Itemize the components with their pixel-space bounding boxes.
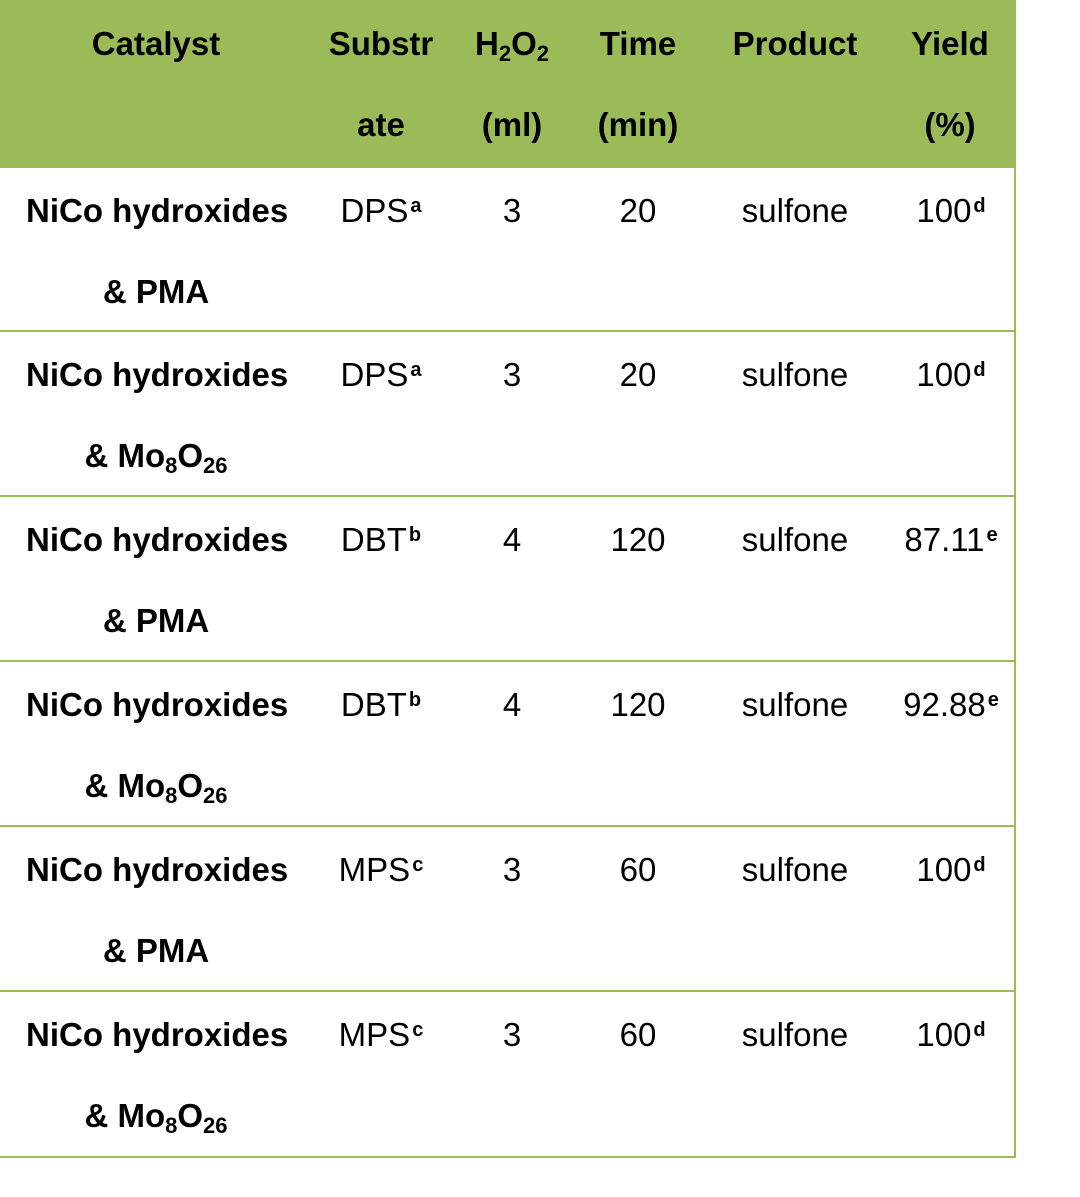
catalyst-line2: & $Mo_8O_{26}$	[84, 437, 228, 478]
substrate-cell: MPS $^c$	[338, 1016, 424, 1053]
catalyst-line1: NiCo hydroxides	[26, 851, 289, 888]
yield-cell: 100 $^d$	[916, 192, 986, 229]
h2o2-cell: 4	[502, 521, 522, 558]
substrate-cell: DBT $^b$	[340, 521, 422, 558]
h2o2-cell: 3	[502, 356, 522, 393]
time-cell: 20	[619, 192, 657, 229]
catalyst-line2: & $Mo_8O_{26}$	[84, 1097, 228, 1138]
table-row	[0, 330, 1016, 496]
catalyst-line2: & PMA	[102, 602, 210, 639]
catalyst-line1: NiCo hydroxides	[26, 356, 289, 393]
product-cell: sulfone	[741, 851, 849, 888]
time-cell: 60	[619, 1016, 657, 1053]
header-h2o2-line2: (ml)	[481, 106, 543, 143]
yield-cell: 92.88 $^e$	[903, 686, 999, 723]
table-row	[0, 990, 1016, 1158]
product-cell: sulfone	[741, 1016, 849, 1053]
substrate-cell: DPS $^a$	[340, 192, 422, 229]
catalyst-line2: & PMA	[102, 932, 210, 969]
catalyst-line1: NiCo hydroxides	[26, 192, 289, 229]
table-row	[0, 166, 1016, 332]
time-cell: 20	[619, 356, 657, 393]
header-substrate-line2: ate	[357, 106, 405, 143]
product-cell: sulfone	[741, 356, 849, 393]
header-time-line2: (min)	[597, 106, 679, 143]
catalyst-line1: NiCo hydroxides	[26, 686, 289, 723]
time-cell: 120	[610, 521, 666, 558]
table-row	[0, 825, 1016, 991]
catalyst-line1: NiCo hydroxides	[26, 521, 289, 558]
time-cell: 60	[619, 851, 657, 888]
header-yield-line2: (%)	[924, 106, 976, 143]
yield-cell: 100 $^d$	[916, 851, 986, 888]
yield-cell: 87.11 $^e$	[904, 521, 998, 558]
time-cell: 120	[610, 686, 666, 723]
h2o2-cell: 3	[502, 851, 522, 888]
product-cell: sulfone	[741, 521, 849, 558]
catalyst-line2: & PMA	[102, 273, 210, 310]
table-row	[0, 495, 1016, 661]
table-row	[0, 660, 1016, 826]
h2o2-cell: 4	[502, 686, 522, 723]
product-cell: sulfone	[741, 192, 849, 229]
h2o2-cell: 3	[502, 1016, 522, 1053]
catalyst-line1: NiCo hydroxides	[26, 1016, 289, 1053]
yield-cell: 100 $^d$	[916, 356, 986, 393]
header-catalyst: Catalyst	[91, 25, 221, 62]
h2o2-cell: 3	[502, 192, 522, 229]
header-product: Product	[732, 25, 858, 62]
header-substrate-line1: Substr	[328, 25, 434, 62]
header-yield-line1: Yield	[911, 25, 989, 62]
table-header	[0, 0, 1016, 166]
header-h2o2-line1: $H_2O_2$	[474, 25, 550, 66]
yield-cell: 100 $^d$	[916, 1016, 986, 1053]
catalyst-line2: & $Mo_8O_{26}$	[84, 767, 228, 808]
substrate-cell: MPS $^c$	[338, 851, 424, 888]
product-cell: sulfone	[741, 686, 849, 723]
substrate-cell: DPS $^a$	[340, 356, 422, 393]
substrate-cell: DBT $^b$	[340, 686, 422, 723]
header-time-line1: Time	[599, 25, 677, 62]
